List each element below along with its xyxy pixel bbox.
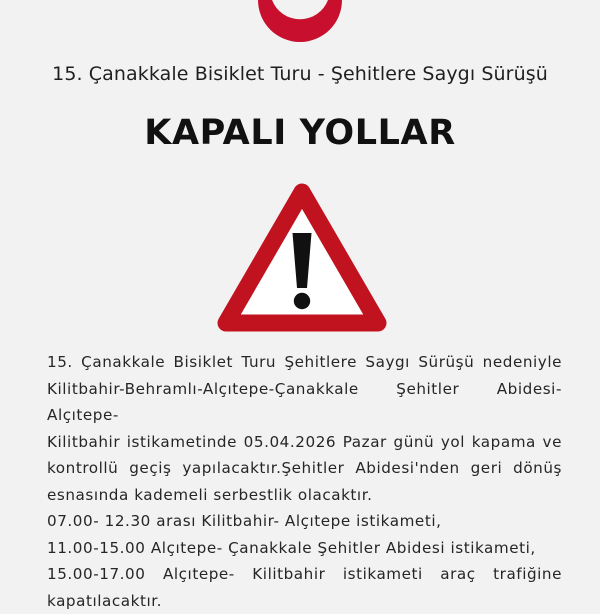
warning-triangle-icon <box>214 180 390 334</box>
closure-description-line: kontrollü geçiş yapılacaktır.Şehitler Abidesi'nden geri dönüş <box>47 455 562 482</box>
schedule-line: kapatılacaktır. <box>47 588 562 614</box>
closure-description-line: 15. Çanakkale Bisiklet Turu Şehitlere Saygı Sürüşü nedeniyle <box>47 349 562 376</box>
closure-description-line: Kilitbahir istikametinde 05.04.2026 Pazar günü yol kapama ve <box>47 429 562 456</box>
closure-description-line: esnasında kademeli serbestlik olacaktır. <box>47 482 562 509</box>
event-subtitle: 15. Çanakkale Bisiklet Turu - Şehitlere Saygı Sürüşü <box>0 63 600 85</box>
schedule-line: 11.00-15.00 Alçıtepe- Çanakkale Şehitler Abidesi istikameti, <box>47 535 562 562</box>
closure-schedule <box>47 508 562 614</box>
schedule-line: 15.00-17.00 Alçıtepe- Kilitbahir istikameti araç trafiğine <box>47 561 562 588</box>
closure-description <box>47 349 562 508</box>
crescent-icon <box>250 0 350 30</box>
closure-description-line: Kilitbahir-Behramlı-Alçıtepe-Çanakkale Şehitler Abidesi-Alçıtepe- <box>47 376 562 429</box>
page-title: KAPALI YOLLAR <box>0 113 600 153</box>
schedule-line: 07.00- 12.30 arası Kilitbahir- Alçıtepe istikameti, <box>47 508 562 535</box>
